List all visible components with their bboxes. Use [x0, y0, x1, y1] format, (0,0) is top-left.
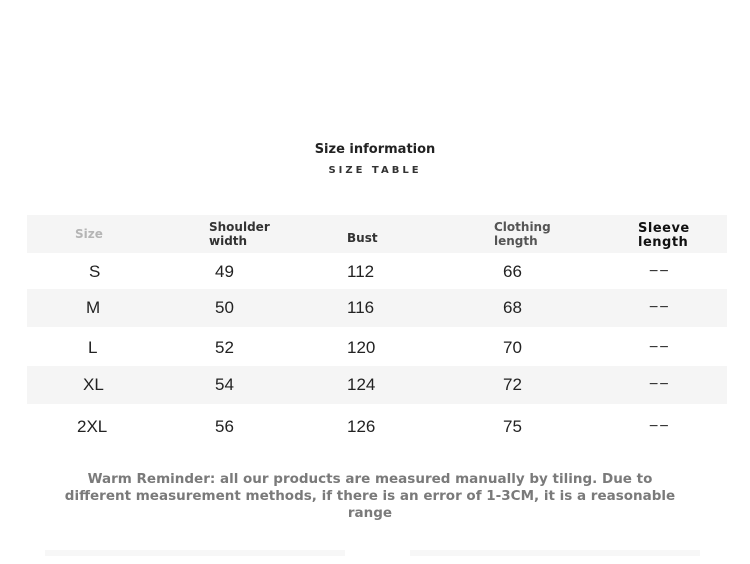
cell-size: XL	[83, 375, 104, 394]
cell-shoulder: 50	[215, 298, 234, 317]
header-clothing-length: Clothing length	[494, 220, 551, 248]
table-row	[27, 366, 727, 404]
cell-sleeve: −−	[649, 376, 670, 393]
table-row	[27, 289, 727, 327]
cell-shoulder: 49	[215, 262, 234, 281]
cell-sleeve: −−	[649, 263, 670, 280]
faint-divider	[45, 550, 345, 556]
page-title: Size information	[314, 142, 436, 157]
cell-shoulder: 56	[215, 417, 234, 436]
cell-sleeve: −−	[649, 299, 670, 316]
header-size: Size	[75, 227, 103, 241]
table-row	[27, 408, 727, 446]
cell-length: 75	[503, 417, 522, 436]
cell-length: 72	[503, 375, 522, 394]
cell-bust: 126	[347, 417, 376, 436]
cell-length: 66	[503, 262, 522, 281]
cell-shoulder: 54	[215, 375, 234, 394]
cell-size: M	[86, 298, 101, 317]
cell-size: S	[89, 262, 101, 281]
cell-sleeve: −−	[649, 418, 670, 435]
header-shoulder-width: Shoulder width	[209, 220, 270, 248]
table-row	[27, 253, 727, 291]
page-subtitle: SIZE TABLE	[328, 165, 422, 176]
cell-bust: 120	[347, 338, 376, 357]
cell-sleeve: −−	[649, 339, 670, 356]
cell-shoulder: 52	[215, 338, 234, 357]
cell-bust: 116	[347, 298, 375, 317]
table-header-row	[27, 215, 727, 253]
cell-bust: 124	[347, 375, 376, 394]
cell-bust: 112	[347, 262, 375, 281]
header-bust: Bust	[347, 231, 378, 245]
faint-divider	[410, 550, 700, 556]
warm-reminder-text: Warm Reminder: all our products are measured manually by tiling. Due to different measurement methods, if there is an error of 1-3CM, it is a reasonable range	[64, 471, 676, 521]
cell-length: 68	[503, 298, 522, 317]
header-sleeve-length: Sleeve length	[638, 221, 690, 250]
table-row	[27, 329, 727, 367]
cell-size: 2XL	[77, 417, 108, 436]
cell-size: L	[88, 338, 98, 357]
cell-length: 70	[503, 338, 522, 357]
